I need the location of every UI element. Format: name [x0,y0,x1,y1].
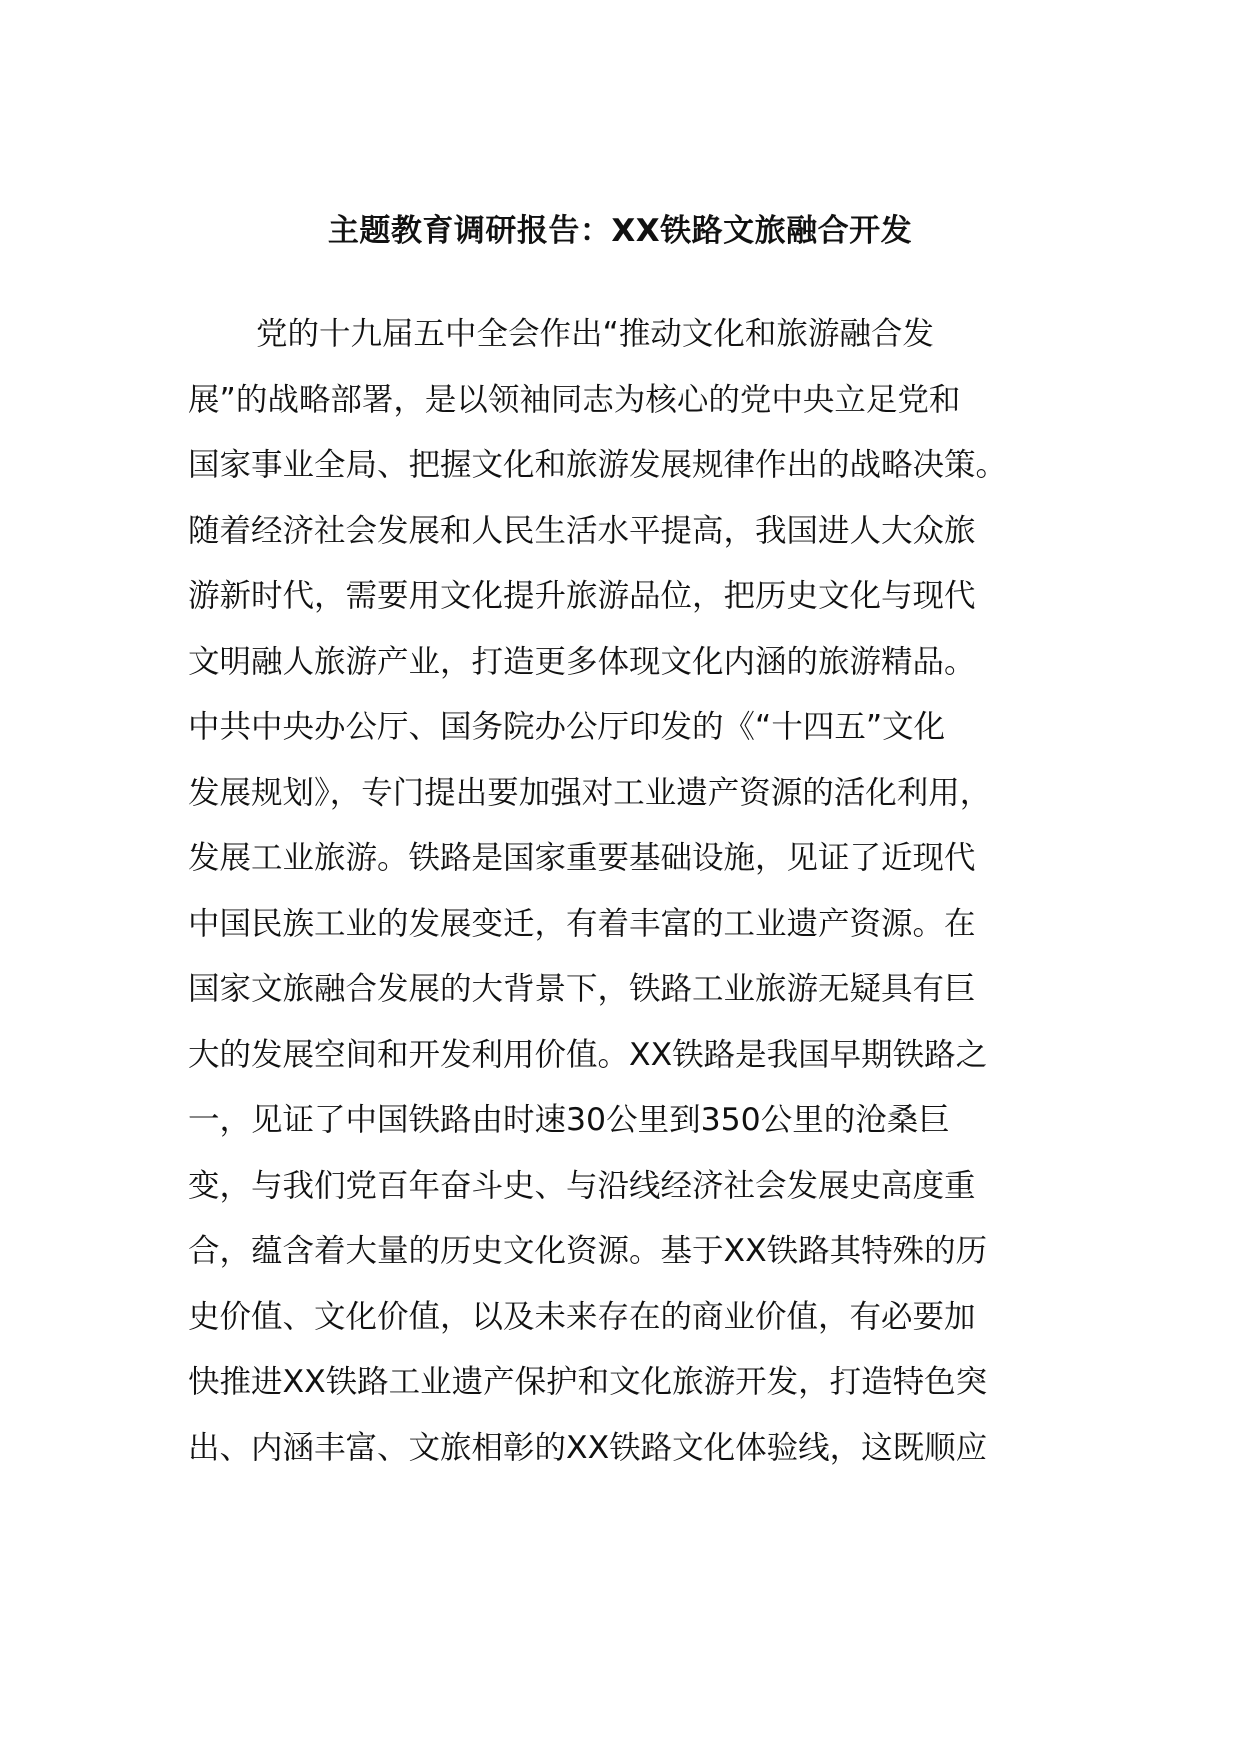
paragraph-line: 发展工业旅游。铁路是国家重要基础设施，见证了近现代 [188,840,976,876]
paragraph-line: 大的发展空间和开发利用价值。XX铁路是我国早期铁路之 [188,1036,988,1073]
paragraph-line: 国家事业全局、把握文化和旅游发展规律作出的战略决策。 [188,447,1008,483]
paragraph-line: 史价值、文化价值，以及未来存在的商业价值，有必要加 [188,1298,976,1335]
paragraph-line: 出、内涵丰富、文旅相彰的XX铁路文化体验线，这既顺应 [188,1429,988,1466]
paragraph-line: 发展规划》，专门提出要加强对工业遗产资源的活化利用， [188,774,992,811]
paragraph-line: 快推进XX铁路工业遗产保护和文化旅游开发，打造特色突 [188,1364,988,1400]
paragraph-line: 展”的战略部署，是以领袖同志为核心的党中央立足党和 [188,381,961,418]
paragraph-line: 变，与我们党百年奋斗史、与沿线经济社会发展史高度重 [188,1167,976,1204]
paragraph-line: 党的十九届五中全会作出“推动文化和旅游融合发 [256,316,934,352]
paragraph-line: 合，蕴含着大量的历史文化资源。基于XX铁路其特殊的历 [188,1233,988,1269]
paragraph-line: 中国民族工业的发展变迁，有着丰富的工业遗产资源。在 [188,905,976,942]
paragraph-line: 随着经济社会发展和人民生活水平提高，我国进人大众旅 [188,512,976,549]
paragraph-line: 国家文旅融合发展的大背景下，铁路工业旅游无疑具有巨 [188,971,976,1007]
paragraph-line: 中共中央办公厅、国务院办公厅印发的《“十四五”文化 [188,709,946,745]
paragraph-line: 一，见证了中国铁路由时速30公里到350公里的沧桑巨 [188,1102,950,1138]
document-body [188,302,1058,1481]
paragraph-line: 文明融人旅游产业，打造更多体现文化内涵的旅游精品。 [188,643,976,680]
document-title: 主题教育调研报告：XX铁路文旅融合开发 [327,213,913,249]
paragraph-line: 游新时代，需要用文化提升旅游品位，把历史文化与现代 [188,578,976,614]
